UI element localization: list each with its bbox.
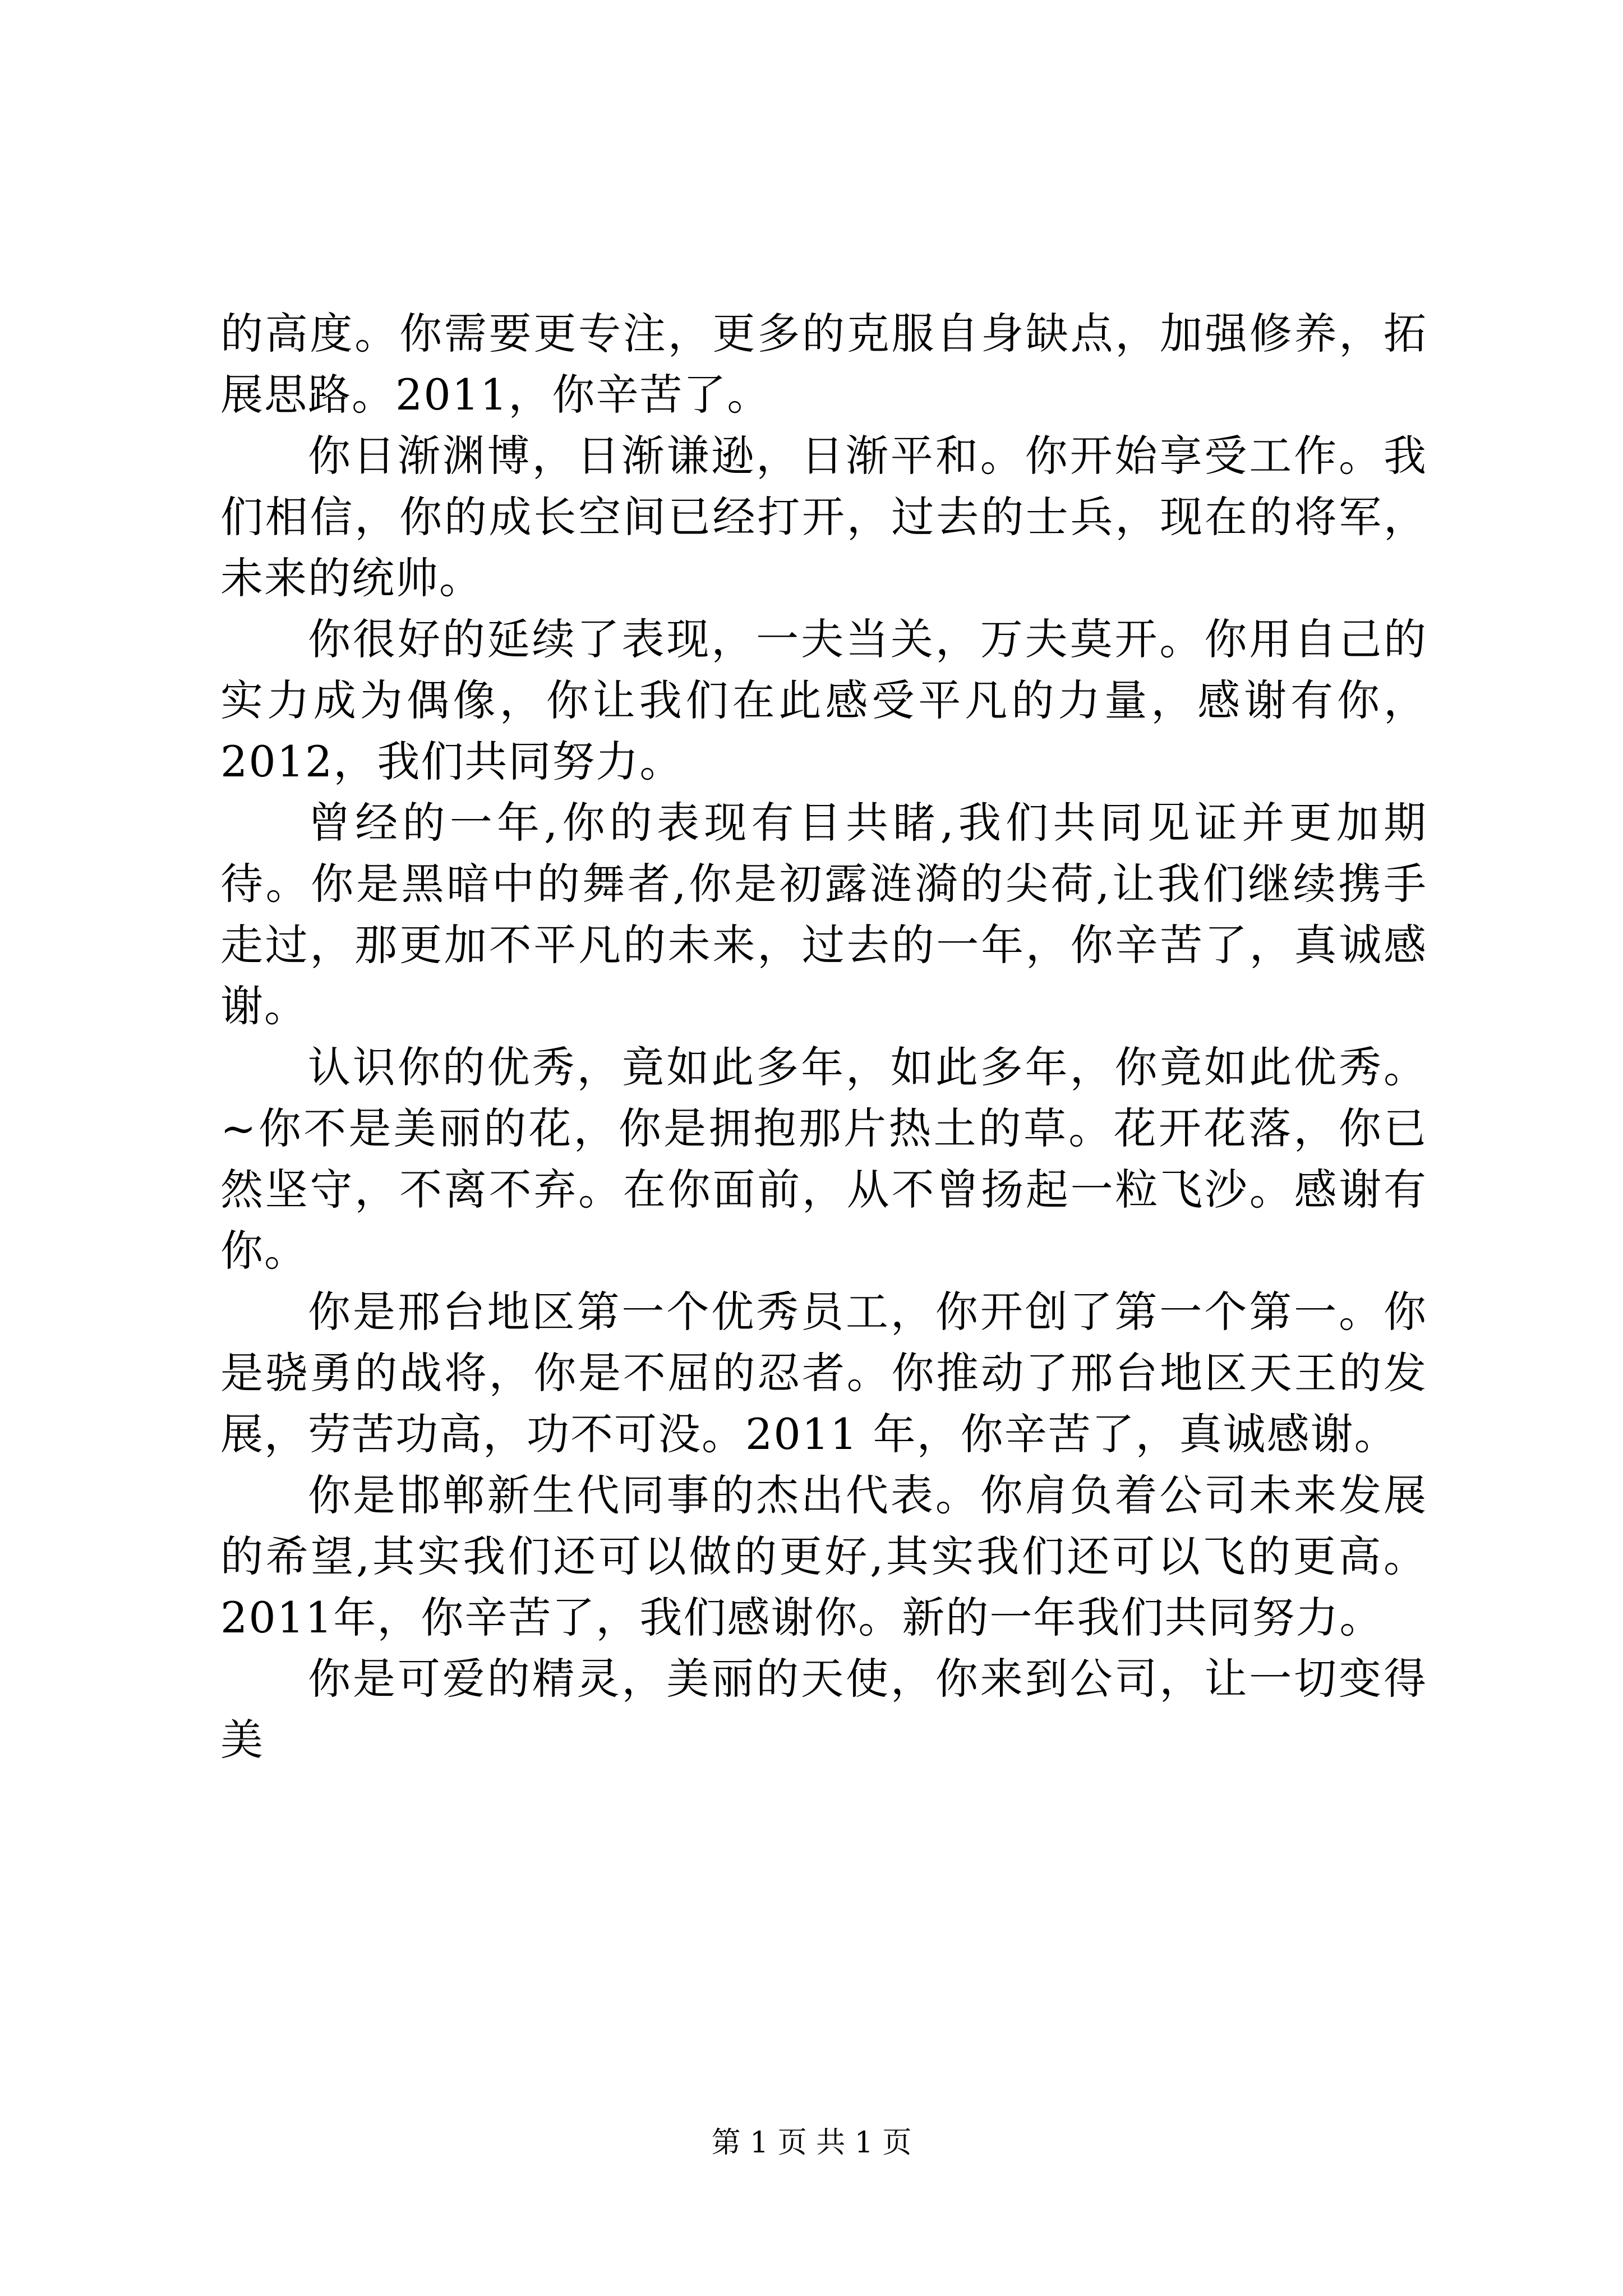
paragraph: 曾经的一年,你的表现有目共睹,我们共同见证并更加期待。你是黑暗中的舞者,你是初露涟漪的尖荷,让我们继续携手走过，那更加不平凡的未来，过去的一年，你辛苦了，真诚感谢。 [220, 798, 1427, 1031]
page-number-footer: 第 1 页 共 1 页 [711, 2126, 912, 2160]
paragraph: 你是可爱的精灵，美丽的天使，你来到公司，让一切变得美 [220, 1654, 1427, 1765]
paragraph: 你是邯郸新生代同事的杰出代表。你肩负着公司未来发展的希望,其实我们还可以做的更好,其实我们还可以飞的更高。2011年，你辛苦了，我们感谢你。新的一年我们共同努力。 [220, 1470, 1427, 1642]
paragraph: 你日渐渊博，日渐谦逊，日渐平和。你开始享受工作。我们相信，你的成长空间已经打开，过去的士兵，现在的将军，未来的统帅。 [220, 431, 1427, 603]
paragraph-continuation: 的高度。你需要更专注，更多的克服自身缺点，加强修养，拓展思路。2011，你辛苦了。 [220, 309, 1427, 420]
paragraph: 认识你的优秀，竟如此多年，如此多年，你竟如此优秀。~你不是美丽的花，你是拥抱那片热土的草。花开花落，你已然坚守，不离不弃。在你面前，从不曾扬起一粒飞沙。感谢有你。 [220, 1042, 1427, 1276]
document-body [220, 303, 1427, 1770]
paragraph: 你是邢台地区第一个优秀员工，你开创了第一个第一。你是骁勇的战将，你是不屈的忍者。你推动了邢台地区天王的发展，劳苦功高，功不可没。2011 年，你辛苦了，真诚感谢。 [220, 1287, 1427, 1459]
paragraph: 你很好的延续了表现，一夫当关，万夫莫开。你用自己的实力成为偶像，你让我们在此感受平凡的力量，感谢有你，2012，我们共同努力。 [220, 614, 1427, 786]
